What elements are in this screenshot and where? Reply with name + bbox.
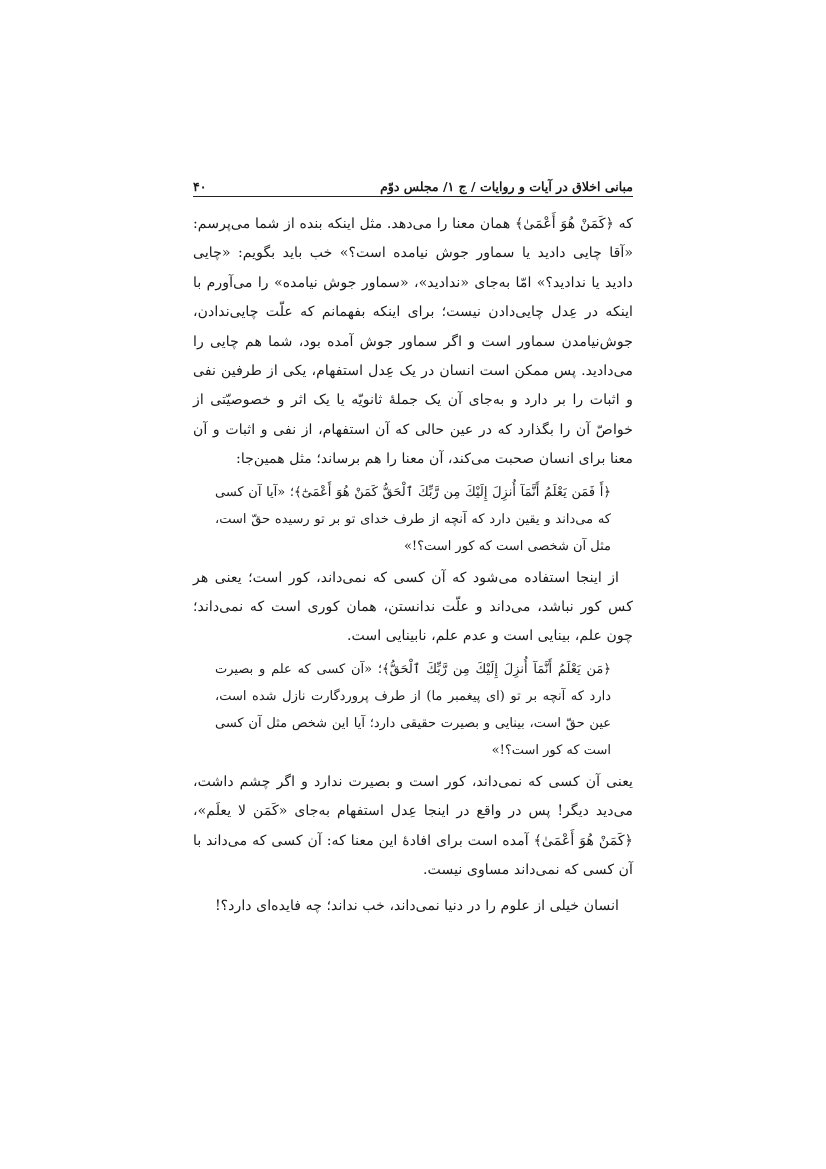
page-number: ۴۰: [193, 179, 207, 194]
header-rule: [193, 196, 633, 197]
quran-quote-2: ﴿مَن یَعْلَمُ أَنَّمَآ أُنزِلَ إِلَیْكَ مِن رَّبِّكَ ٱلْحَقُّ﴾؛ «آن کسی که علم و بصیرت دارد که آنچه بر تو (ای پیغمبر ما) از طرف پروردگارت نازل شده است، عین حقّ است، بینایی و بصیرت حقیقی دارد؛ آیا این شخص مثل آن کسی است که کور است؟!»: [215, 661, 611, 758]
page-header: [193, 168, 633, 194]
body-paragraph-3: یعنی آن کسی که نمی‌داند، کور است و بصیرت ندارد و اگر چشم داشت، می‌دید دیگر! پس در واقع در اینجا عِدل استفهام به‌جای «کَمَن لا یعلَم»، ﴿کَمَنْ هُوَ أَعْمَیٰ﴾ آمده است برای افادهٔ این معنا که: آن کسی که می‌داند با آن کسی که نمی‌داند مساوی نیست.: [193, 773, 633, 879]
body-paragraph-4: انسان خیلی از علوم را در دنیا نمی‌داند، خب نداند؛ چه فایده‌ای دارد؟!: [214, 897, 619, 914]
running-title: مبانی اخلاق در آیات و روایات / ج ۱/ مجلس دوّم: [380, 179, 633, 194]
body-paragraph-2: از اینجا استفاده می‌شود که آن کسی که نمی‌داند، کور است؛ یعنی هر کس کور نباشد، می‌داند و علّت ندانستن، همان کوری است که نمی‌داند؛ چون علم، بینایی است و عدم علم، نابینایی است.: [193, 569, 633, 645]
body-paragraph-1: که ﴿کَمَنْ هُوَ أَعْمَیٰ﴾ همان معنا را می‌دهد. مثل اینکه بنده از شما می‌پرسم: «آقا چایی دادید یا سماور جوش نیامده است؟» خب باید بگویم: «چایی دادید یا ندادید؟» امّا به‌جای «ندادید»، «سماور جوش نیامده» را می‌آورم با اینکه در عِدل چایی‌دادن نیست؛ برای اینکه بفهمانم که علّت چایی‌ندادن، جوش‌نیامدن سماور است و اگر سماور جوش آمده بود، شما هم چایی را می‌دادید. پس ممکن است انسان در یک عِدل استفهام، یکی از طرفین نفی و اثبات را بر دارد و به‌جای آن یک جملهٔ ثانویّه یا یک اثر و خصوصیّتی از خواصّ آن را بگذارد که در عین حالی که آن استفهام، از نفی و اثبات و آن معنا برای انسان صحبت می‌کند، آن معنا را هم برساند؛ مثل همین‌جا:: [193, 216, 633, 468]
page-body: [193, 210, 633, 921]
quran-quote-1: ﴿أَ فَمَن یَعْلَمُ أَنَّمَآ أُنزِلَ إِلَیْكَ مِن رَّبِّكَ ٱلْحَقُّ كَمَنْ هُوَ أَعْمَیٰٓ﴾؛ «آیا آن کسی که می‌داند و یقین دارد که آنچه از طرف خدای تو بر تو رسیده حقّ است، مثل آن شخصی است که کور است؟!»: [215, 484, 611, 554]
